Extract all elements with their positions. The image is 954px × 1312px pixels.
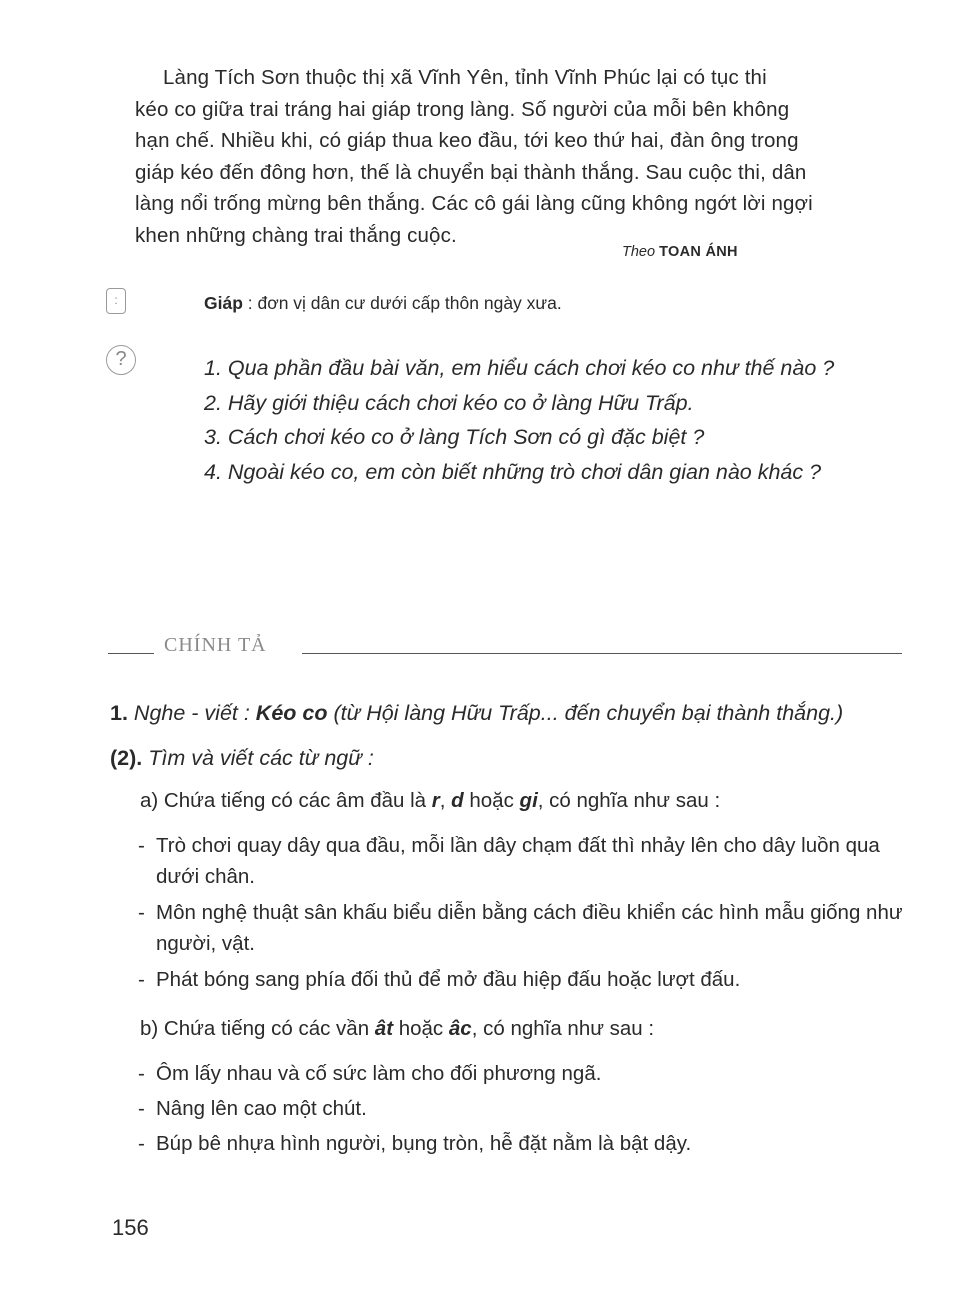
paragraph-line: giáp kéo đến đông hơn, thế là chuyển bại thành thắng. Sau cuộc thi, dân [135,160,807,184]
list-item: - Ôm lấy nhau và cố sức làm cho đối phương ngã. [138,1058,913,1089]
task-1-title: Kéo co [255,701,328,725]
part-b-prefix: b) Chứa tiếng có các vần [140,1017,375,1040]
list-item: - Phát bóng sang phía đối thủ để mở đầu hiệp đấu hoặc lượt đấu. [138,964,913,995]
reading-paragraph [135,62,905,251]
part-a-prefix: a) Chứa tiếng có các âm đầu là [140,789,432,812]
part-b-connector: hoặc [393,1017,449,1040]
paragraph-line: kéo co giữa trai tráng hai giáp trong làng. Số người của mỗi bên không [135,97,790,121]
question-item: 4. Ngoài kéo co, em còn biết những trò chơi dân gian nào khác ? [204,459,822,484]
paragraph-line: khen những chàng trai thắng cuộc. [135,223,457,247]
question-icon: ? [106,345,136,375]
note-term: Giáp [204,293,243,313]
part-a-letter-d: d [451,789,464,812]
list-item: - Trò chơi quay dây qua đầu, mỗi lần dây chạm đất thì nhảy lên cho dây luồn qua dưới chân. [138,830,913,892]
paragraph-line: hạn chế. Nhiều khi, có giáp thua keo đầu, tới keo thứ hai, đàn ông trong [135,129,799,152]
part-b-rhyme-at: ât [374,1017,394,1040]
section-divider-right [302,653,902,654]
note-definition: : đơn vị dân cư dưới cấp thôn ngày xưa. [242,293,562,313]
section-divider-left [108,653,154,654]
task-1-number: 1. [110,701,128,725]
part-a-connector: hoặc [463,789,520,812]
note-icon: : [106,288,126,314]
vocabulary-note [204,293,562,314]
part-b-heading [140,1017,654,1041]
paragraph-line: Làng Tích Sơn thuộc thị xã Vĩnh Yên, tỉnh Vĩnh Phúc lại có tục thi [163,66,767,89]
task-2-label: Tìm và viết các từ ngữ : [142,746,374,770]
paragraph-line: làng nổi trống mừng bên thắng. Các cô gái làng cũng không ngớt lời ngợi [135,192,813,215]
task-2 [110,746,374,771]
part-a-suffix: , có nghĩa như sau : [537,789,721,812]
part-a-list [138,830,913,1000]
list-item: - Búp bê nhựa hình người, bụng tròn, hễ đặt nằm là bật dậy. [138,1128,913,1159]
task-1 [110,701,843,726]
source-author: TOAN ÁNH [659,244,738,260]
part-b-suffix: , có nghĩa như sau : [471,1017,655,1040]
question-item: 3. Cách chơi kéo co ở làng Tích Sơn có gì đặc biệt ? [204,425,705,449]
section-title: CHÍNH TẢ [164,634,267,656]
list-item: - Môn nghệ thuật sân khấu biểu diễn bằng cách điều khiển các hình mẫu giống như người, vật. [138,897,913,959]
part-a-letter-gi: gi [519,789,538,812]
task-1-detail: (từ Hội làng Hữu Trấp... đến chuyển bại thành thắng.) [327,701,844,725]
part-a-heading [140,789,720,813]
page-number: 156 [112,1215,149,1240]
question-item: 2. Hãy giới thiệu cách chơi kéo co ở làng Hữu Trấp. [204,390,694,415]
part-b-list [138,1058,913,1163]
question-item: 1. Qua phần đầu bài văn, em hiểu cách chơi kéo co như thế nào ? [204,356,835,380]
task-2-number: (2). [110,746,143,770]
list-item: - Nâng lên cao một chút. [138,1093,913,1124]
part-a-separator: , [439,789,452,812]
source-attribution [622,244,738,260]
source-prefix: Theo [622,244,656,260]
question-list [204,351,834,489]
part-b-rhyme-ac: âc [448,1017,472,1040]
part-a-letter-r: r [431,789,440,812]
task-1-label: Nghe - viết : [127,701,256,725]
